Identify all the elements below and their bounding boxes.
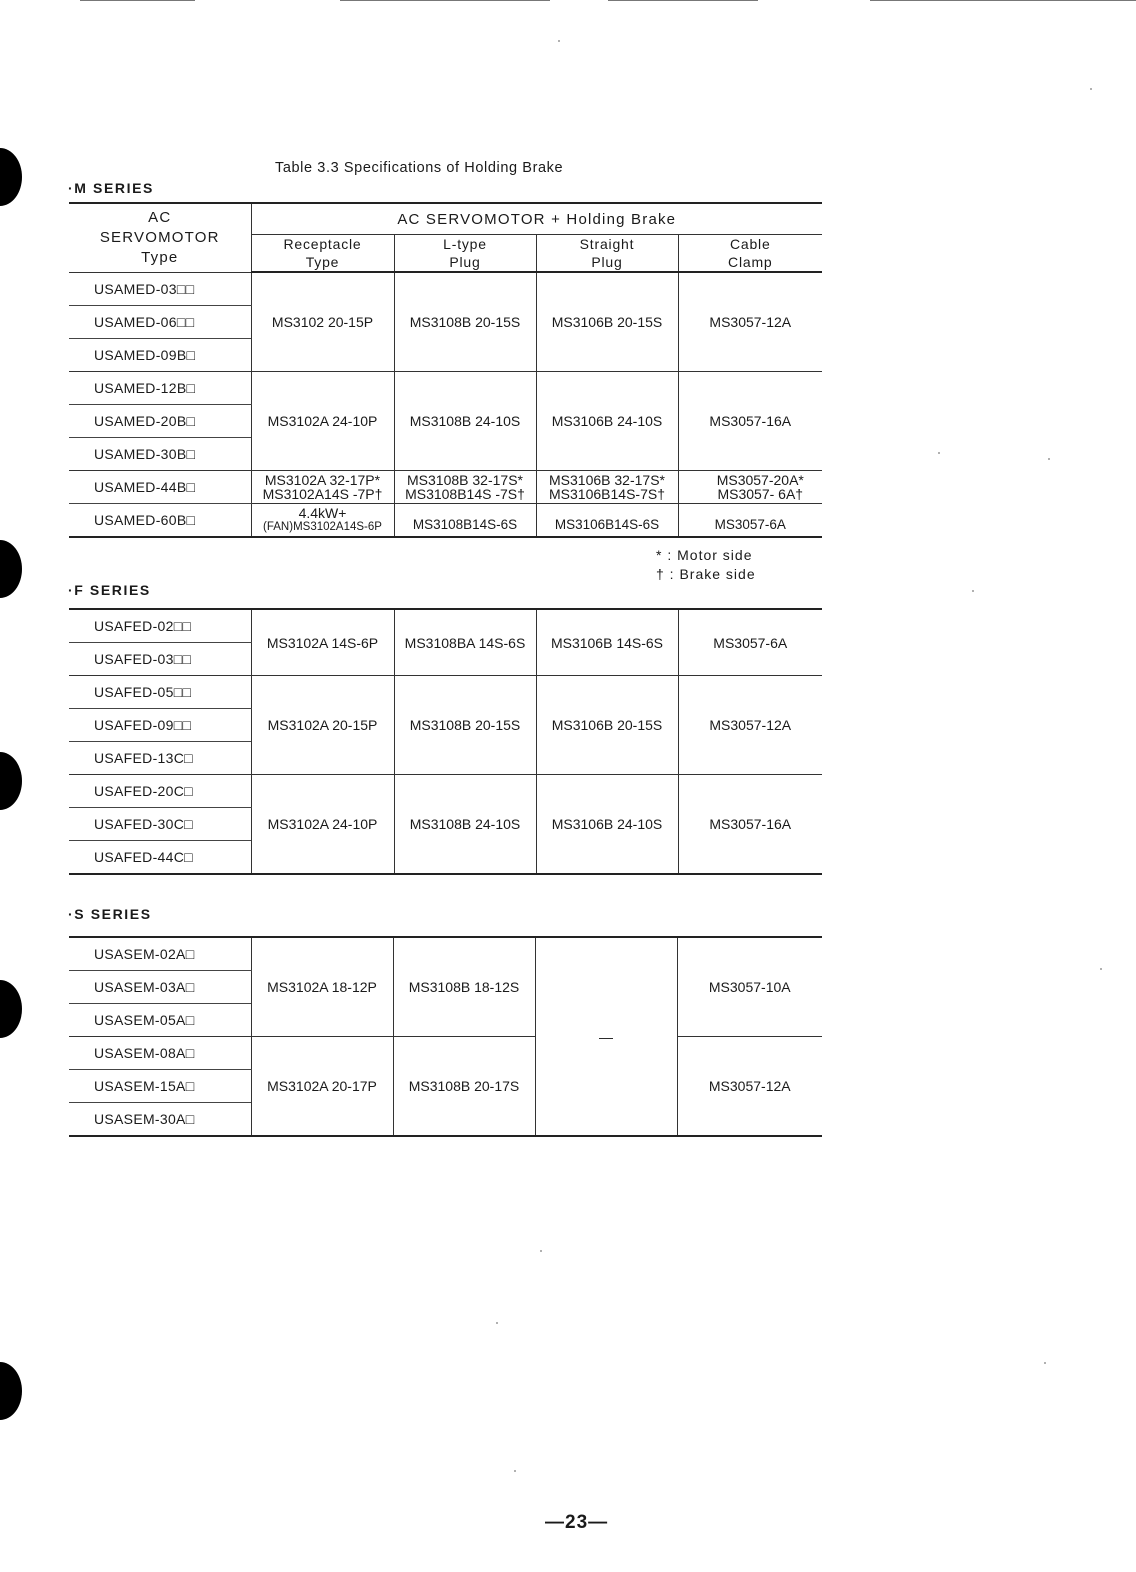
cable-clamp-cell: MS3057-6A bbox=[678, 609, 822, 676]
scan-speck bbox=[514, 1470, 516, 1472]
motor-type-cell: USASEM-05A□ bbox=[94, 1012, 195, 1028]
f-series-label: ·F SERIES bbox=[68, 582, 151, 598]
motor-type-cell: USAMED-30B□ bbox=[94, 445, 196, 462]
s-series-label: ·S SERIES bbox=[68, 906, 152, 922]
motor-type-cell: USAFED-44C□ bbox=[94, 849, 193, 865]
m-series-table bbox=[69, 202, 822, 538]
scan-speck bbox=[1048, 458, 1050, 460]
scan-speck bbox=[496, 1322, 498, 1324]
cable-clamp-cell: MS3057-10A bbox=[677, 937, 822, 1037]
straight-plug-cell bbox=[536, 470, 678, 503]
straight-plug-cell: MS3106B 24-10S bbox=[536, 371, 678, 470]
motor-type-cell: USASEM-15A□ bbox=[69, 1070, 251, 1103]
header-motor-type: AC SERVOMOTOR Type bbox=[69, 203, 251, 272]
straight-plug-cell: — bbox=[535, 937, 677, 1136]
receptacle-cell: MS3102 20-15P bbox=[251, 272, 394, 371]
receptacle-cell: MS3102A 20-15P bbox=[251, 676, 394, 775]
motor-type-cell: USAFED-30C□ bbox=[69, 808, 251, 841]
receptacle-cell bbox=[251, 503, 394, 537]
header-receptacle: Receptacle Type bbox=[251, 235, 394, 273]
motor-type-cell: USAMED-12B□ bbox=[69, 371, 251, 404]
l-plug-brake-side: MS3108B14S -7S† bbox=[405, 485, 525, 502]
header-cable-clamp: Cable Clamp bbox=[678, 235, 822, 273]
motor-type-cell: USASEM-08A□ bbox=[69, 1037, 251, 1070]
receptacle-fan: (FAN)MS3102A14S-6P bbox=[263, 520, 382, 533]
binder-hole bbox=[0, 980, 22, 1038]
cable-clamp-brake-side: MS3057- 6A† bbox=[717, 485, 804, 502]
legend-motor-side: * : Motor side bbox=[656, 547, 753, 563]
straight-plug-cell: MS3106B 24-10S bbox=[536, 775, 678, 875]
scan-speck bbox=[540, 1250, 542, 1252]
cable-clamp-cell: MS3057-12A bbox=[678, 272, 822, 371]
s-series-table bbox=[69, 936, 822, 1137]
motor-type-cell: USAFED-09□□ bbox=[69, 709, 251, 742]
motor-type-cell: USAMED-60B□ bbox=[69, 503, 251, 537]
receptacle-cell: MS3102A 14S-6P bbox=[251, 609, 394, 676]
receptacle-fan-note: 4.4kW+ bbox=[298, 504, 347, 521]
straight-plug-cell: MS3106B 20-15S bbox=[536, 272, 678, 371]
motor-type-cell: USAFED-13C□ bbox=[94, 750, 193, 766]
l-plug-motor-side: MS3108B 32-17S* bbox=[407, 471, 523, 488]
motor-type-cell: USAFED-02□□ bbox=[69, 609, 251, 643]
l-plug-cell: MS3108B 20-15S bbox=[394, 676, 536, 775]
header-straight-plug: Straight Plug bbox=[536, 235, 678, 273]
receptacle-cell bbox=[251, 470, 394, 503]
scan-speck bbox=[558, 40, 560, 42]
motor-type-cell: USAMED-06□□ bbox=[69, 305, 251, 338]
receptacle-cell: MS3102A 24-10P bbox=[251, 775, 394, 875]
binder-hole bbox=[0, 540, 22, 598]
motor-type-cell: USASEM-03A□ bbox=[69, 971, 251, 1004]
scan-edge-line bbox=[340, 0, 550, 1]
m-series-label: ·M SERIES bbox=[68, 180, 154, 196]
receptacle-cell: MS3102A 24-10P bbox=[251, 371, 394, 470]
l-plug-cell: MS3108BA 14S-6S bbox=[394, 609, 536, 676]
straight-plug-motor-side: MS3106B 32-17S* bbox=[549, 471, 665, 488]
motor-type-cell: USASEM-30A□ bbox=[94, 1111, 195, 1127]
cable-clamp-cell: MS3057-16A bbox=[678, 775, 822, 875]
table-caption: Table 3.3 Specifications of Holding Brake bbox=[275, 160, 564, 176]
scan-speck bbox=[972, 590, 974, 592]
straight-plug-brake-side: MS3106B14S-7S† bbox=[549, 485, 665, 502]
motor-type-cell: USAMED-09B□ bbox=[94, 346, 196, 363]
page-number: —23— bbox=[545, 1512, 609, 1533]
motor-type-cell: USASEM-02A□ bbox=[69, 937, 251, 971]
header-group: AC SERVOMOTOR + Holding Brake bbox=[251, 203, 822, 235]
scan-speck bbox=[1090, 88, 1092, 90]
l-plug-cell: MS3108B 24-10S bbox=[394, 775, 536, 875]
motor-type-cell: USAFED-05□□ bbox=[69, 676, 251, 709]
straight-plug-cell: MS3106B14S-6S bbox=[536, 503, 678, 537]
cable-clamp-cell bbox=[678, 470, 822, 503]
receptacle-cell: MS3102A 18-12P bbox=[251, 937, 393, 1037]
motor-type-cell: USAFED-03□□ bbox=[94, 651, 192, 667]
l-plug-cell: MS3108B 24-10S bbox=[394, 371, 536, 470]
l-plug-cell bbox=[394, 470, 536, 503]
binder-hole bbox=[0, 148, 22, 206]
f-series-table bbox=[69, 608, 822, 875]
receptacle-brake-side: MS3102A14S -7P† bbox=[262, 485, 383, 502]
receptacle-motor-side: MS3102A 32-17P* bbox=[264, 471, 381, 488]
scan-edge-line bbox=[80, 0, 195, 1]
cable-clamp-motor-side: MS3057-20A* bbox=[716, 471, 804, 488]
motor-type-cell: USAMED-44B□ bbox=[69, 470, 251, 503]
cable-clamp-cell: MS3057-12A bbox=[677, 1037, 822, 1137]
straight-plug-cell: MS3106B 20-15S bbox=[536, 676, 678, 775]
receptacle-cell: MS3102A 20-17P bbox=[251, 1037, 393, 1137]
l-plug-cell: MS3108B 20-15S bbox=[394, 272, 536, 371]
straight-plug-cell: MS3106B 14S-6S bbox=[536, 609, 678, 676]
cable-clamp-cell: MS3057-16A bbox=[678, 371, 822, 470]
l-plug-cell: MS3108B 18-12S bbox=[393, 937, 535, 1037]
scan-edge-line bbox=[608, 0, 758, 1]
binder-hole bbox=[0, 1362, 22, 1420]
motor-type-cell: USAMED-20B□ bbox=[69, 404, 251, 437]
cable-clamp-cell: MS3057-12A bbox=[678, 676, 822, 775]
motor-type-cell: USAFED-20C□ bbox=[69, 775, 251, 808]
l-plug-cell: MS3108B 20-17S bbox=[393, 1037, 535, 1137]
header-l-plug: L-type Plug bbox=[394, 235, 536, 273]
cable-clamp-cell: MS3057-6A bbox=[678, 503, 822, 537]
l-plug-cell: MS3108B14S-6S bbox=[394, 503, 536, 537]
scan-speck bbox=[1100, 968, 1102, 970]
motor-type-cell: USAMED-03□□ bbox=[69, 272, 251, 305]
legend-brake-side: † : Brake side bbox=[656, 566, 756, 582]
scan-speck bbox=[1044, 1362, 1046, 1364]
scan-edge-line bbox=[870, 0, 1136, 1]
binder-hole bbox=[0, 752, 22, 810]
scan-speck bbox=[938, 452, 940, 454]
